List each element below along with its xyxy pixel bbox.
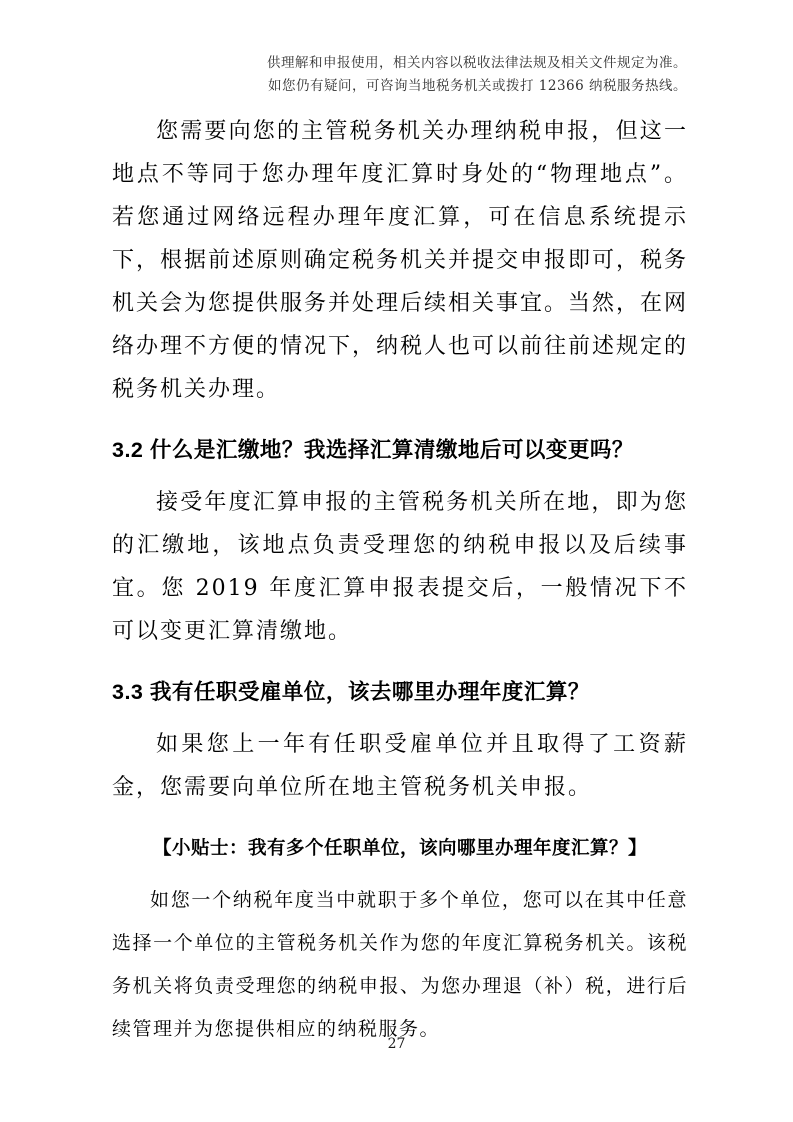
tip-box-heading: 【小贴士：我有多个任职单位，该向哪里办理年度汇算？】 [152,837,647,858]
header-disclaimer-line1: 供理解和申报使用，相关内容以税收法律法规及相关文件规定为准。 [267,55,687,71]
document-body [112,110,688,1051]
header-disclaimer-line2: 如您仍有疑问，可咨询当地税务机关或拨打 12366 纳税服务热线。 [267,78,687,94]
tip-box-body: 如您一个纳税年度当中就职于多个单位，您可以在其中任意选择一个单位的主管税务机关作为您的年度汇算税务机关。该税务机关将负责受理您的纳税申报、为您办理退（补）税，进行后续管理并为您提供相应的纳税服务。 [112,889,688,1040]
section-heading-3-3: 3.3 我有任职受雇单位，该去哪里办理年度汇算？ [112,680,590,704]
page-number: 27 [387,1036,406,1052]
page-header-disclaimer [267,52,687,98]
paragraph-employer-filing: 如果您上一年有任职受雇单位并且取得了工资薪金，您需要向单位所在地主管税务机关申报。 [112,732,688,800]
section-heading-3-2: 3.2 什么是汇缴地？我选择汇算清缴地后可以变更吗？ [112,438,634,462]
paragraph-remittance-place: 接受年度汇算申报的主管税务机关所在地，即为您的汇缴地，该地点负责受理您的纳税申报以及后续事宜。您 2019 年度汇算申报表提交后，一般情况下不可以变更汇算清缴地。 [112,490,688,644]
paragraph-filing-location: 您需要向您的主管税务机关办理纳税申报，但这一地点不等同于您办理年度汇算时身处的“物理地点”。若您通过网络远程办理年度汇算，可在信息系统提示下，根据前述原则确定税务机关并提交申报即可，税务机关会为您提供服务并处理后续相关事宜。当然，在网络办理不方便的情况下，纳税人也可以前往前述规定的税务机关办理。 [112,119,689,402]
